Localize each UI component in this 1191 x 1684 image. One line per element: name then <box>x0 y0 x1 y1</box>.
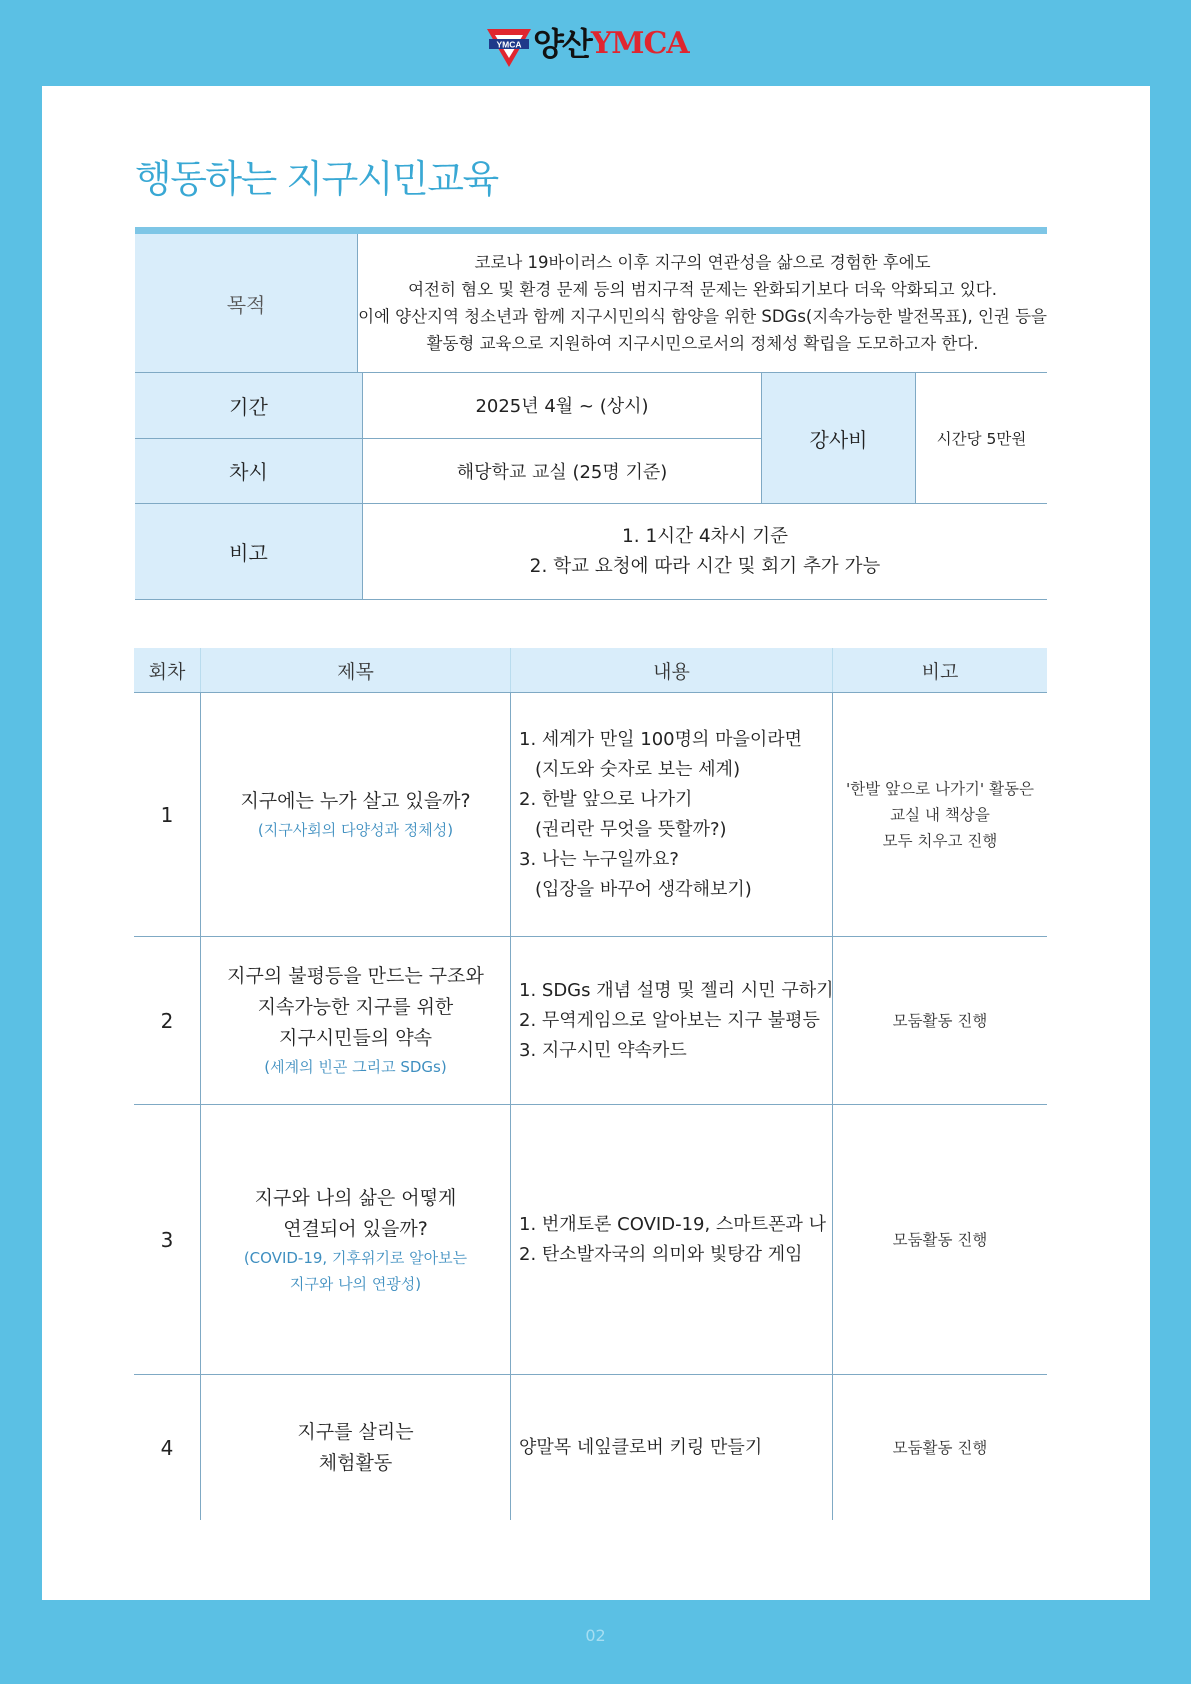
session-note <box>832 693 1047 936</box>
header-title: 제목 <box>200 648 510 692</box>
session-content <box>510 693 832 936</box>
session-note <box>832 1375 1047 1520</box>
title-line: 체험활동 <box>318 1451 393 1474</box>
note-line: 모둠활동 진행 <box>892 1230 988 1249</box>
session-title <box>200 1105 510 1374</box>
schedule-table <box>134 648 1047 1520</box>
table-row <box>134 1105 1047 1375</box>
subtitle-line: (세계의 빈곤 그리고 SDGs) <box>264 1058 447 1076</box>
period-value: 2025년 4월 ~ (상시) <box>362 373 761 438</box>
session-content <box>510 1375 832 1520</box>
page-number: 02 <box>585 1626 606 1645</box>
note-value <box>362 504 1047 599</box>
session-note <box>832 937 1047 1104</box>
fee-label: 강사비 <box>761 373 915 503</box>
title-line: 지구에는 누가 살고 있을까? <box>240 790 471 812</box>
logo-korean-text: 양산 <box>533 25 591 63</box>
period-label: 기간 <box>135 373 362 438</box>
header-session-no: 회차 <box>148 660 186 683</box>
title-line: 지구와 나의 삶은 어떻게 <box>254 1186 457 1209</box>
page-header <box>0 0 1191 86</box>
note-label: 비고 <box>135 504 362 599</box>
period-session-fee-block <box>135 373 1047 504</box>
content-line: (권리란 무엇을 뜻할까?) <box>535 818 727 840</box>
subtitle-line: 지구와 나의 연광성) <box>289 1274 422 1293</box>
content-line: (입장을 바꾸어 생각해보기) <box>535 878 752 900</box>
note-line: 1. 1시간 4차시 기준 <box>621 525 789 547</box>
purpose-line: 이에 양산지역 청소년과 함께 지구시민의식 함양을 위한 SDGs(지속가능한 발전목표), 인권 등을 <box>358 307 1047 326</box>
content-line: 2. 무역게임으로 알아보는 지구 불평등 <box>519 1009 820 1031</box>
table-row <box>134 693 1047 937</box>
content-line: 1. 번개토론 COVID-19, 스마트폰과 나 <box>519 1213 826 1235</box>
program-info-table <box>135 227 1047 600</box>
title-line: 연결되어 있을까? <box>283 1217 428 1240</box>
session-number: 2 <box>160 1008 174 1033</box>
session-number: 1 <box>160 802 174 827</box>
content-line: 1. SDGs 개념 설명 및 젤리 시민 구하기 <box>519 979 834 1001</box>
content-line: (지도와 숫자로 보는 세계) <box>535 758 741 780</box>
table-row <box>134 937 1047 1105</box>
session-number: 4 <box>160 1435 174 1460</box>
purpose-line: 활동형 교육으로 지원하여 지구시민으로서의 정체성 확립을 도모하고자 한다. <box>426 334 979 353</box>
content-line: 2. 탄소발자국의 의미와 빛탕감 게임 <box>519 1243 803 1265</box>
session-number: 3 <box>160 1227 174 1252</box>
session-content <box>510 1105 832 1374</box>
note-line: 모둠활동 진행 <box>892 1438 988 1457</box>
note-line: 2. 학교 요청에 따라 시간 및 회기 추가 가능 <box>529 555 881 577</box>
subtitle-line: (지구사회의 다양성과 정체성) <box>257 821 454 839</box>
period-row <box>135 373 761 439</box>
content-line: 3. 지구시민 약속카드 <box>519 1039 687 1061</box>
purpose-line: 코로나 19바이러스 이후 지구의 연관성을 삶으로 경험한 후에도 <box>474 253 931 272</box>
session-content <box>510 937 832 1104</box>
fee-value: 시간당 5만원 <box>915 373 1047 503</box>
header-content: 내용 <box>510 648 832 692</box>
table-row <box>134 1375 1047 1520</box>
note-line: 교실 내 책상을 <box>890 805 990 824</box>
schedule-header-row <box>134 648 1047 693</box>
note-line: 모둠활동 진행 <box>892 1011 988 1030</box>
title-line: 지구시민들의 약속 <box>279 1027 432 1049</box>
session-label: 차시 <box>135 439 362 504</box>
purpose-line: 여전히 혐오 및 환경 문제 등의 범지구적 문제는 완화되기보다 더욱 악화되고 있다. <box>408 280 997 299</box>
title-line: 지구의 불평등을 만드는 구조와 <box>227 965 484 987</box>
title-line: 지구를 살리는 <box>297 1420 414 1443</box>
note-line: 모두 치우고 진행 <box>882 831 998 850</box>
note-row <box>135 504 1047 600</box>
content-line: 3. 나는 누구일까요? <box>519 848 679 870</box>
purpose-label: 목적 <box>135 234 357 372</box>
purpose-row <box>135 234 1047 373</box>
subtitle-line: (COVID-19, 기후위기로 알아보는 <box>243 1248 468 1267</box>
title-line: 지속가능한 지구를 위한 <box>257 996 454 1018</box>
session-row <box>135 439 761 504</box>
purpose-value <box>357 234 1047 372</box>
header-note: 비고 <box>832 648 1047 692</box>
note-line: '한발 앞으로 나가기' 활동은 <box>845 779 1034 798</box>
session-note <box>832 1105 1047 1374</box>
content-line: 2. 한발 앞으로 나가기 <box>519 788 693 810</box>
session-title <box>200 693 510 936</box>
page-title: 행동하는 지구시민교육 <box>135 157 498 201</box>
logo-badge-text: YMCA <box>496 39 522 50</box>
logo-english-text: YMCA <box>590 26 689 61</box>
ymca-logo <box>487 27 689 71</box>
ymca-triangle-icon <box>487 27 531 71</box>
content-line: 1. 세계가 만일 100명의 마을이라면 <box>519 728 803 750</box>
session-value: 해당학교 교실 (25명 기준) <box>362 439 761 504</box>
content-line: 양말목 네잎클로버 키링 만들기 <box>519 1436 763 1458</box>
session-title <box>200 937 510 1104</box>
session-title <box>200 1375 510 1520</box>
